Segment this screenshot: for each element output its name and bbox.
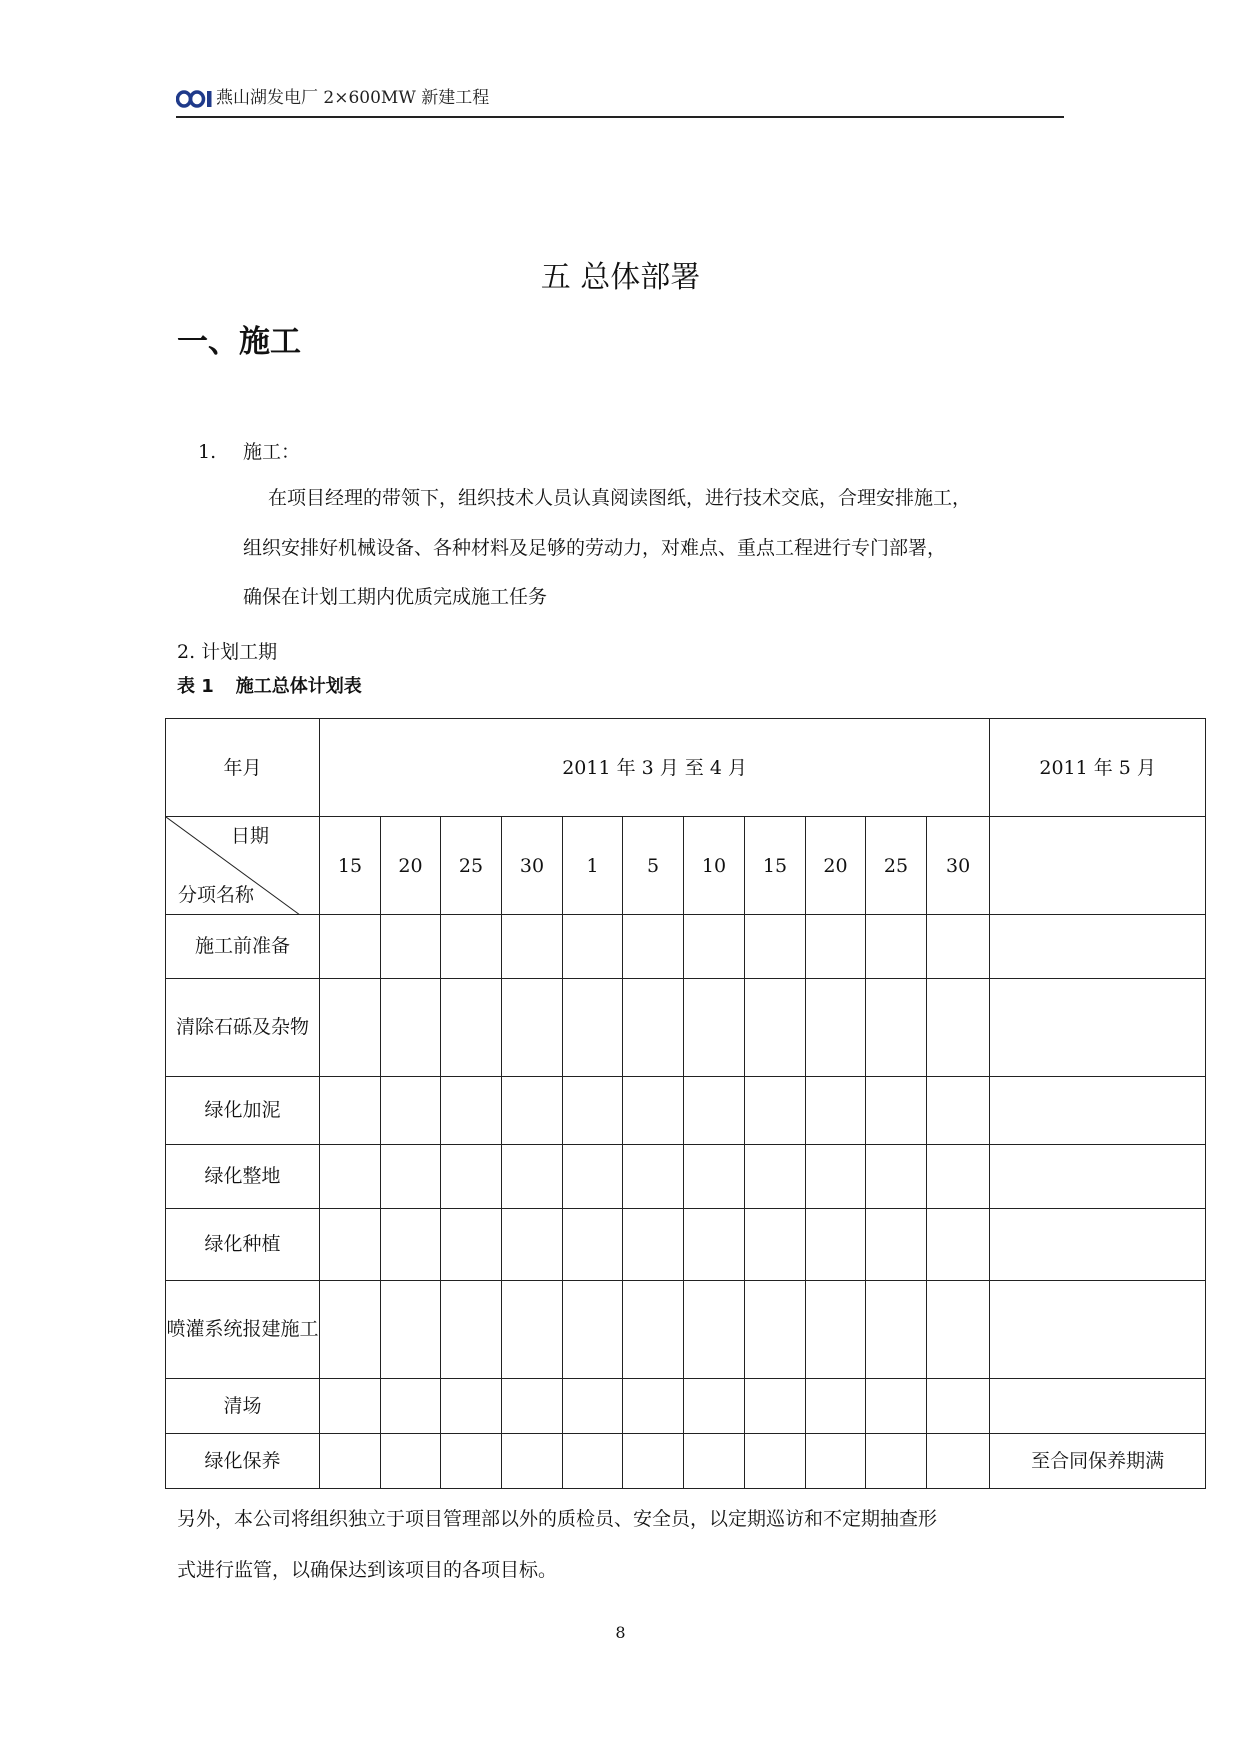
date-cell: 1 <box>563 817 623 915</box>
item1-paragraph-line: 组织安排好机械设备、各种材料及足够的劳动力，对难点、重点工程进行专门部署， <box>243 537 947 559</box>
date-cell: 30 <box>927 817 990 915</box>
row-note: 至合同保养期满 <box>990 1434 1206 1489</box>
table-row <box>166 915 1206 979</box>
date-cell: 25 <box>866 817 927 915</box>
item1-paragraph-line: 确保在计划工期内优质完成施工任务 <box>243 586 548 608</box>
item1-number: 1. <box>198 441 217 463</box>
row-name: 绿化保养 <box>166 1434 320 1489</box>
item1-paragraph-line: 在项目经理的带领下，组织技术人员认真阅读图纸，进行技术交底，合理安排施工， <box>268 487 972 509</box>
row-note <box>990 1281 1206 1379</box>
table-caption-number: 表 1 <box>177 676 214 697</box>
row-name: 喷灌系统报建施工 <box>166 1281 320 1379</box>
diagonal-header-cell <box>166 817 320 915</box>
chapter-title: 五 总体部署 <box>540 260 701 295</box>
table-caption-title: 施工总体计划表 <box>235 676 362 697</box>
row-name: 绿化种植 <box>166 1209 320 1281</box>
closing-paragraph-line: 式进行监管，以确保达到该项目的各项目标。 <box>177 1559 558 1581</box>
item1-title: 施工： <box>243 441 301 463</box>
row-note <box>990 1379 1206 1434</box>
table-row <box>166 1209 1206 1281</box>
table-caption <box>177 673 362 701</box>
date-cell: 20 <box>806 817 866 915</box>
page-header <box>176 86 1064 118</box>
diag-label-item: 分项名称 <box>178 884 255 906</box>
row-name: 清除石砾及杂物 <box>166 979 320 1077</box>
date-cell <box>990 817 1206 915</box>
date-cell: 5 <box>623 817 684 915</box>
row-name: 绿化加泥 <box>166 1077 320 1145</box>
row-note <box>990 1145 1206 1209</box>
table-row <box>166 1434 1206 1489</box>
table-row <box>166 1145 1206 1209</box>
table-row <box>166 1077 1206 1145</box>
row-name: 绿化整地 <box>166 1145 320 1209</box>
row-note <box>990 1077 1206 1145</box>
company-logo <box>176 88 216 110</box>
table-date-row <box>166 817 1206 915</box>
item2-title: 2. 计划工期 <box>177 641 278 663</box>
closing-paragraph-line: 另外，本公司将组织独立于项目管理部以外的质检员、安全员，以定期巡访和不定期抽查形 <box>177 1508 938 1530</box>
row-note <box>990 1209 1206 1281</box>
section-title: 一、施工 <box>177 324 301 360</box>
date-cell: 25 <box>441 817 502 915</box>
date-cell: 30 <box>502 817 563 915</box>
date-cell: 10 <box>684 817 745 915</box>
date-cell: 20 <box>381 817 441 915</box>
header-year-month: 年月 <box>166 719 320 817</box>
row-name: 施工前准备 <box>166 915 320 979</box>
row-note <box>990 915 1206 979</box>
header-period-may: 2011 年 5 月 <box>990 719 1206 817</box>
row-name: 清场 <box>166 1379 320 1434</box>
date-cell: 15 <box>745 817 806 915</box>
schedule-table <box>165 718 1206 1489</box>
table-header-row <box>166 719 1206 817</box>
header-period-mar-apr: 2011 年 3 月 至 4 月 <box>320 719 990 817</box>
diag-label-date: 日期 <box>230 825 269 847</box>
table-row <box>166 979 1206 1077</box>
table-row <box>166 1379 1206 1434</box>
row-note <box>990 979 1206 1077</box>
date-cell: 15 <box>320 817 381 915</box>
table-row <box>166 1281 1206 1379</box>
header-title: 燕山湖发电厂 2×600MW 新建工程 <box>216 88 490 108</box>
page-number: 8 <box>615 1623 626 1642</box>
